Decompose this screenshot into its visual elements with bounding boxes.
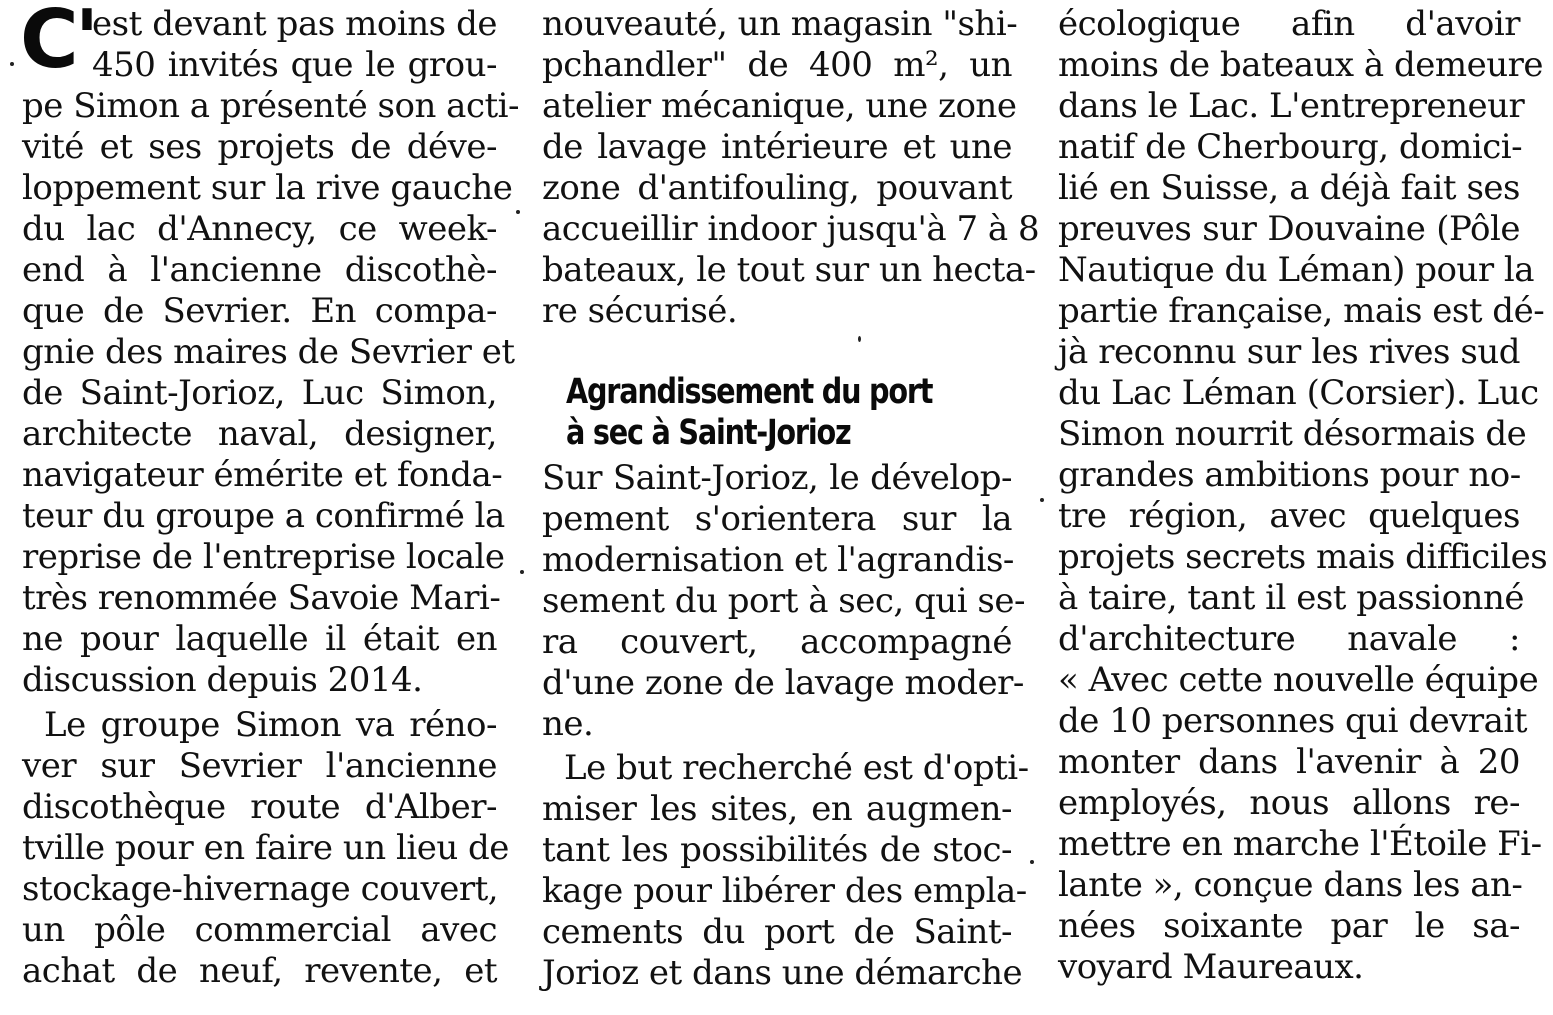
text-line: preuves sur Douvaine (Pôle (1058, 209, 1520, 249)
text-line: cements du port de Saint- (542, 912, 1012, 952)
text-line: modernisation et l'agrandis- (542, 540, 1014, 580)
text-line: à taire, tant il est passionné (1058, 578, 1524, 618)
text-line: miser les sites, en augmen- (542, 789, 1012, 829)
text-line: que de Sevrier. En compa- (22, 291, 497, 331)
text-line: Simon nourrit désormais de (1058, 414, 1527, 454)
text-line: Sur Saint-Jorioz, le dévelop- (542, 458, 1012, 498)
text-line: re sécurisé. (542, 291, 738, 331)
text-line: nouveauté, un magasin "shi- (542, 4, 1018, 44)
text-line: stockage-hivernage couvert, (22, 869, 499, 909)
text-line: discussion depuis 2014. (22, 660, 423, 700)
text-line: grandes ambitions pour no- (1058, 455, 1521, 495)
scan-speck (858, 336, 861, 342)
text-line: ra couvert, accompagné (542, 622, 1012, 662)
text-line: zone d'antifouling, pouvant (542, 168, 1012, 208)
text-line: accueillir indoor jusqu'à 7 à 8 (542, 209, 1040, 249)
text-line: kage pour libérer des empla- (542, 871, 1027, 911)
text-line: bateaux, le tout sur un hecta- (542, 250, 1036, 290)
text-line: gnie des maires de Sevrier et (22, 332, 515, 372)
text-line: employés, nous allons re- (1058, 783, 1520, 823)
text-line: discothèque route d'Alber- (22, 787, 497, 827)
scan-speck (10, 62, 14, 66)
text-line: est devant pas moins de (92, 4, 497, 44)
text-line: nées soixante par le sa- (1058, 906, 1520, 946)
text-line: jà reconnu sur les rives sud (1058, 332, 1520, 372)
text-line: de Saint-Jorioz, Luc Simon, (22, 373, 497, 413)
text-line: pement s'orientera sur la (542, 499, 1012, 539)
text-line: Nautique du Léman) pour la (1058, 250, 1535, 290)
text-line: natif de Cherbourg, domici- (1058, 127, 1523, 167)
text-line: partie française, mais est dé- (1058, 291, 1545, 331)
scan-speck (1030, 860, 1034, 864)
text-line: lante », conçue dans les an- (1058, 865, 1523, 905)
text-line: tre région, avec quelques (1058, 496, 1520, 536)
subheading: Agrandissement du port (566, 372, 933, 412)
text-line: moins de bateaux à demeure (1058, 45, 1543, 85)
text-line: navigateur émérite et fonda- (22, 455, 503, 495)
text-line: Jorioz et dans une démarche (542, 953, 1023, 993)
text-line: monter dans l'avenir à 20 (1058, 742, 1520, 782)
text-line: d'une zone de lavage moder- (542, 663, 1024, 703)
text-line: dans le Lac. L'entrepreneur (1058, 86, 1525, 126)
text-line: un pôle commercial avec (22, 910, 497, 950)
text-line: ver sur Sevrier l'ancienne (22, 746, 497, 786)
text-line: d'architecture navale : (1058, 619, 1520, 659)
text-line: pchandler" de 400 m², un (542, 45, 1012, 85)
text-line: 450 invités que le grou- (92, 45, 497, 85)
scan-speck (516, 210, 520, 214)
text-line: projets secrets mais difficiles (1058, 537, 1548, 577)
text-line: de lavage intérieure et une (542, 127, 1012, 167)
text-line: architecte naval, designer, (22, 414, 497, 454)
text-line: voyard Maureaux. (1058, 947, 1364, 987)
text-line: écologique afin d'avoir (1058, 4, 1520, 44)
scan-speck (1040, 498, 1044, 502)
text-line: sement du port à sec, qui se- (542, 581, 1025, 621)
text-line: Le but recherché est d'opti- (564, 748, 1029, 788)
text-line: « Avec cette nouvelle équipe (1058, 660, 1539, 700)
text-line: achat de neuf, revente, et (22, 951, 497, 991)
text-line: pe Simon a présenté son acti- (22, 86, 520, 126)
text-line: end à l'ancienne discothè- (22, 250, 497, 290)
text-line: tant les possibilités de stoc- (542, 830, 1012, 870)
drop-cap: C' (20, 0, 96, 86)
text-line: loppement sur la rive gauche (22, 168, 513, 208)
text-line: teur du groupe a confirmé la (22, 496, 505, 536)
text-line: du Lac Léman (Corsier). Luc (1058, 373, 1539, 413)
text-line: Le groupe Simon va réno- (44, 705, 497, 745)
text-line: lié en Suisse, a déjà fait ses (1058, 168, 1520, 208)
text-line: ne pour laquelle il était en (22, 619, 497, 659)
text-line: atelier mécanique, une zone (542, 86, 1017, 126)
text-line: très renommée Savoie Mari- (22, 578, 501, 618)
text-line: ne. (542, 704, 594, 744)
text-line: du lac d'Annecy, ce week- (22, 209, 497, 249)
text-line: mettre en marche l'Étoile Fi- (1058, 824, 1542, 864)
text-line: de 10 personnes qui devrait (1058, 701, 1527, 741)
scan-speck (520, 570, 524, 574)
text-line: tville pour en faire un lieu de (22, 828, 509, 868)
text-line: vité et ses projets de déve- (22, 127, 497, 167)
text-line: reprise de l'entreprise locale (22, 537, 505, 577)
subheading: à sec à Saint-Jorioz (566, 413, 851, 453)
